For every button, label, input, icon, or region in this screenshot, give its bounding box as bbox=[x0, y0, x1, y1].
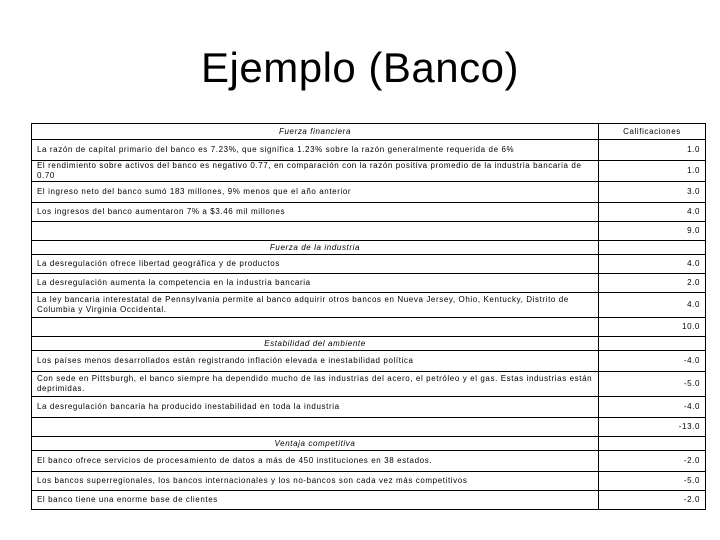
factor-score: -5.0 bbox=[599, 372, 706, 397]
table-row bbox=[32, 397, 706, 418]
factor-text: La desregulación aumenta la competencia en la industria bancaria bbox=[32, 274, 599, 293]
table-row bbox=[32, 372, 706, 397]
header-calificaciones: Calificaciones bbox=[599, 124, 706, 140]
factor-text: Los bancos superregionales, los bancos internacionales y los no-bancos son cada vez más competitivos bbox=[32, 472, 599, 491]
section-heading: Estabilidad del ambiente bbox=[32, 337, 599, 351]
table-row bbox=[32, 140, 706, 161]
factor-text: El banco tiene una enorme base de clientes bbox=[32, 491, 599, 510]
table-row bbox=[32, 182, 706, 203]
factor-text: El banco ofrece servicios de procesamiento de datos a más de 450 instituciones en 38 estados. bbox=[32, 451, 599, 472]
factor-score: 4.0 bbox=[599, 293, 706, 318]
section-total: -13.0 bbox=[599, 418, 706, 437]
factor-score: -2.0 bbox=[599, 491, 706, 510]
section-heading: Fuerza de la industria bbox=[32, 241, 599, 255]
factor-score: 4.0 bbox=[599, 255, 706, 274]
table-row bbox=[32, 491, 706, 510]
total-label-cell bbox=[32, 418, 599, 437]
section-heading-row bbox=[32, 437, 706, 451]
factor-score: 2.0 bbox=[599, 274, 706, 293]
empty-cell bbox=[599, 241, 706, 255]
empty-cell bbox=[599, 437, 706, 451]
factor-text: La desregulación bancaria ha producido inestabilidad en toda la industria bbox=[32, 397, 599, 418]
factor-text: La razón de capital primario del banco es 7.23%, que significa 1.23% sobre la razón generalmente requerida de 6% bbox=[32, 140, 599, 161]
table-row bbox=[32, 293, 706, 318]
table-row bbox=[32, 161, 706, 182]
factor-text: Con sede en Pittsburgh, el banco siempre ha dependido mucho de las industrias del acero, el petróleo y el gas. Estas industrias están deprimidas. bbox=[32, 372, 599, 397]
table-header-row bbox=[32, 124, 706, 140]
empty-cell bbox=[599, 337, 706, 351]
section-total: 9.0 bbox=[599, 222, 706, 241]
factor-score: -4.0 bbox=[599, 397, 706, 418]
table-row bbox=[32, 351, 706, 372]
table-row bbox=[32, 451, 706, 472]
section-heading-row bbox=[32, 241, 706, 255]
factor-text: Los ingresos del banco aumentaron 7% a $3.46 mil millones bbox=[32, 203, 599, 222]
factor-score: 4.0 bbox=[599, 203, 706, 222]
slide-title: Ejemplo (Banco) bbox=[201, 44, 519, 91]
table-row bbox=[32, 203, 706, 222]
factor-text: Los países menos desarrollados están registrando inflación elevada e inestabilidad política bbox=[32, 351, 599, 372]
section-total-row bbox=[32, 222, 706, 241]
factor-text: La desregulación ofrece libertad geográfica y de productos bbox=[32, 255, 599, 274]
factor-score: -4.0 bbox=[599, 351, 706, 372]
total-label-cell bbox=[32, 318, 599, 337]
factor-text: El ingreso neto del banco sumó 183 millones, 9% menos que el año anterior bbox=[32, 182, 599, 203]
total-label-cell bbox=[32, 222, 599, 241]
factor-score: 3.0 bbox=[599, 182, 706, 203]
section-total: 10.0 bbox=[599, 318, 706, 337]
table-row bbox=[32, 255, 706, 274]
factor-score: -5.0 bbox=[599, 472, 706, 491]
factor-score: 1.0 bbox=[599, 140, 706, 161]
assessment-table bbox=[31, 123, 706, 510]
factor-score: 1.0 bbox=[599, 161, 706, 182]
factor-text: La ley bancaria interestatal de Pennsylvania permite al banco adquirir otros bancos en Nueva Jersey, Ohio, Kentucky, Distrito de Columbia y Virginia Occidental. bbox=[32, 293, 599, 318]
section-total-row bbox=[32, 418, 706, 437]
table-row bbox=[32, 472, 706, 491]
factor-text: El rendimiento sobre activos del banco es negativo 0.77, en comparación con la razón positiva promedio de la industria bancaria de 0.70 bbox=[32, 161, 599, 182]
section-heading: Ventaja competitiva bbox=[32, 437, 599, 451]
factor-score: -2.0 bbox=[599, 451, 706, 472]
table-row bbox=[32, 274, 706, 293]
section-heading-row bbox=[32, 337, 706, 351]
header-fuerza-financiera: Fuerza financiera bbox=[32, 124, 599, 140]
section-total-row bbox=[32, 318, 706, 337]
